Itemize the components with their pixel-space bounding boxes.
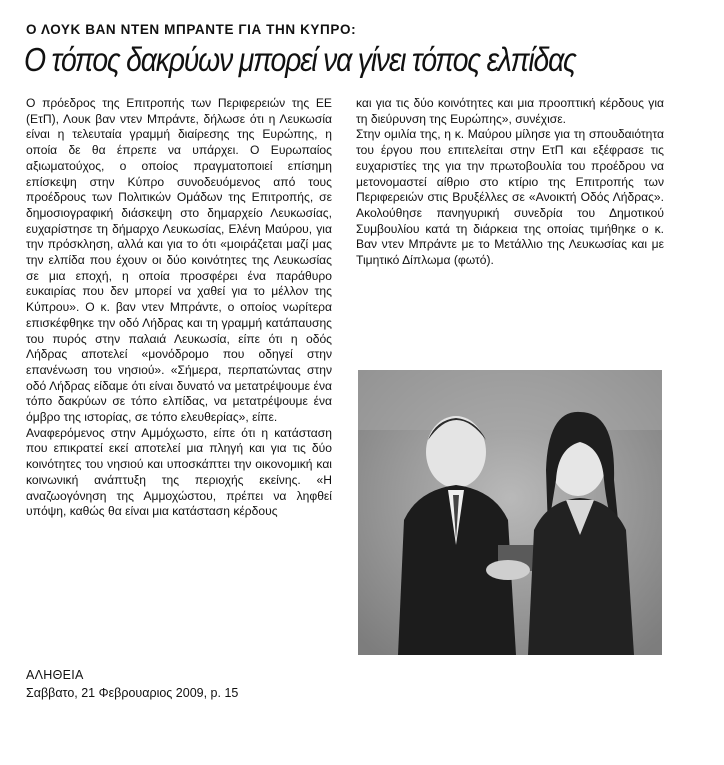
award-photo-icon: [358, 370, 662, 655]
publication-date: Σαββατο, 21 Φεβρουαριος 2009, p. 15: [26, 686, 239, 700]
article-paragraph: Στην ομιλία της, η κ. Μαύρου μίλησε για τη σπουδαιότητα του έργου που επιτελείται στην ΕτΠ και εξέφρασε τις ευχαριστίες της για την πρωτοβουλία του προέδρου να μετονομαστεί αίθριο στο κτίριο της Επιτροπής των Περιφερειών στις Βρυξέλλες σε «Ανοικτή Οδός Λήδρας». Ακολούθησε πανηγυρική συνεδρία του Δημοτικού Συμβουλίου κατά τη διάρκεια της οποίας τιμήθηκε ο κ. Βαν ντεν Μπράντε με το Μετάλλιο της Λευκωσίας και με Τιμητικό Δίπλωμα (φωτό).: [356, 127, 664, 268]
article-kicker: Ο ΛΟΥΚ ΒΑΝ ΝΤΕΝ ΜΠΡΑΝΤΕ ΓΙΑ ΤΗΝ ΚΥΠΡΟ:: [26, 22, 357, 37]
article-left-column: [26, 96, 332, 656]
article-right-column: [356, 96, 664, 358]
article-paragraph: Αναφερόμενος στην Αμμόχωστο, είπε ότι η κατάσταση που επικρατεί εκεί αποτελεί μια πληγή και για τις δύο κοινότητες του νησιού και υποσκάπτει την οικονομική και κοινωνική ανάπτυξη της περιοχής εκείνης. «Η αναζωογόνηση της Αμμοχώστου, πρέπει να ληφθεί υπόψη, καθώς θα είναι μια κατάσταση κέρδους: [26, 425, 332, 519]
article-paragraph: και για τις δύο κοινότητες και μια προοπτική κέρδους για τη διεύρυνση της Ευρώπης», συνέχισε.: [356, 96, 664, 126]
article-paragraph: Ο πρόεδρος της Επιτροπής των Περιφερειών της ΕΕ (ΕτΠ), Λουκ βαν ντεν Μπράντε, δήλωσε ότι η Λευκωσία είναι η τελευταία γραμμή διαίρεσης της Ευρώπης, η οποία δε θα έπρεπε να υπάρχει. Ο Ευρωπαίος αξιωματούχος, ο οποίος πραγματοποιεί επίσημη επίσκεψη στην Κύπρο συνοδευόμενος από τους προέδρους των Πολιτικών Ομάδων της Επιτροπής, σε δημοσιογραφική διάσκεψη στο δημαρχείο Λευκωσίας, ευχαρίστησε τη δήμαρχο Λευκωσίας, Ελένη Μαύρου, για την πρόσκληση, αλλά και για το ότι «μοιράζεται μαζί μας την ελπίδα που έχουν οι δύο κοινότητες της Λευκωσίας σε μια εποχή, η οποία προσφέρει ένα παράθυρο ευκαιρίας που δεν μπορεί να χαθεί για το μέλλον της Κύπρου». Ο κ. βαν ντεν Μπράντε, ο οποίος νωρίτερα επισκέφθηκε την οδό Λήδρας και τη γραμμή κατάπαυσης του πυρός στην παλαιά Λευκωσία, είπε ότι η οδός Λήδρας αποτελεί «μονόδρομο που οδηγεί στην επανένωση του νησιού». «Σήμερα, περπατώντας στην οδό Λήδρας είδαμε ότι είναι δυνατό να μετατρέψουμε ένα τόπο δακρύων σε τόπο ελπίδας, να μετατρέψουμε ένα όμβρο της ιστορίας, σε τόπο ελευθερίας», είπε.: [26, 96, 332, 425]
newspaper-source: ΑΛΗΘΕΙΑ: [26, 668, 84, 682]
article-headline: Ο τόπος δακρύων μπορεί να γίνει τόπος ελπίδας: [24, 41, 576, 78]
article-photo: [358, 370, 662, 655]
